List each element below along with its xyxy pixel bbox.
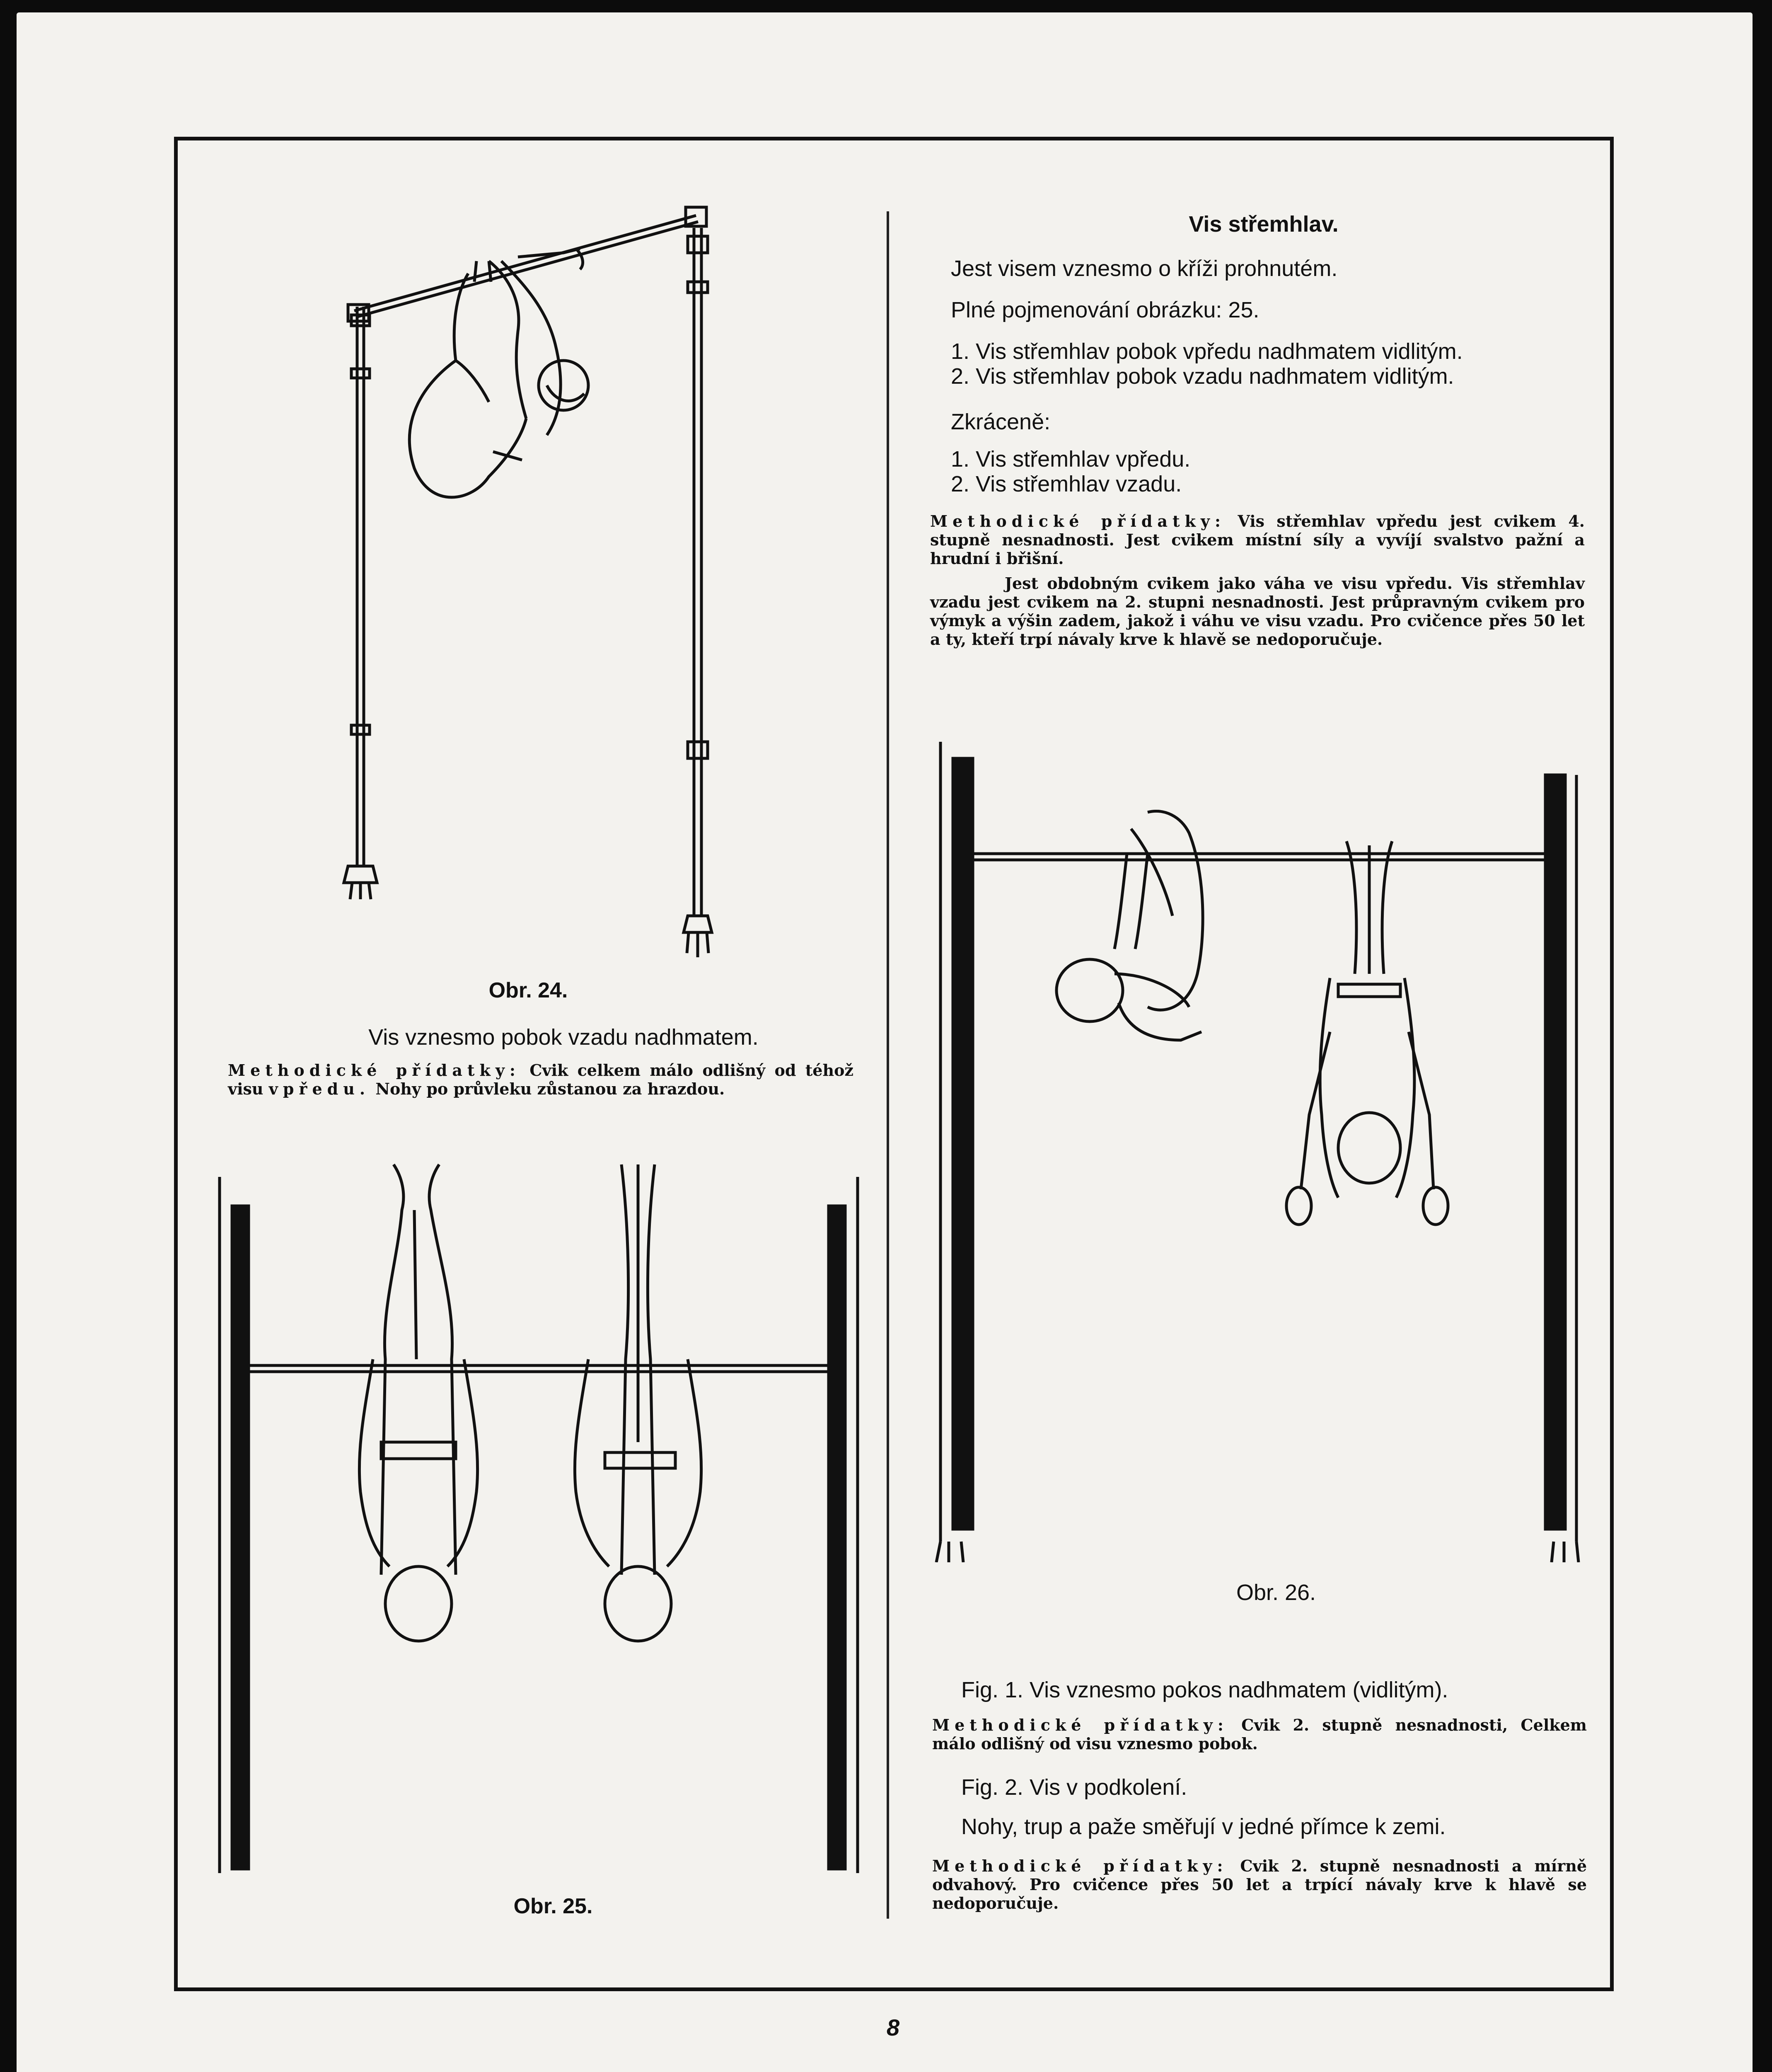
section-heading: Vis střemhlav. <box>1189 212 1339 237</box>
column-divider <box>887 211 889 1919</box>
note-text: Cvik 2. stupně nesnadnosti a mírně odvahový. Pro cvičence přes 50 let a trpící návaly krve k hlavě se nedoporučuje. <box>932 1857 1587 1912</box>
note-text: Cvik 2. stupně nesnadnosti, Celkem málo odlišný od visu vznesmo pobok. <box>932 1716 1587 1753</box>
full-name-line: Plné pojmenování obrázku: 25. <box>951 298 1259 322</box>
note-text: Vis střemhlav vpředu jest cvikem 4. stupně nesnadnosti. Jest cvikem místní síly a vyvíjí svalstvo pažní a hrudní i břišní. <box>930 512 1585 568</box>
fig-2-description: Nohy, trup a paže směřují v jedné přímce k zemi. <box>961 1814 1446 1839</box>
full-name-item-1: 1. Vis střemhlav pobok vpředu nadhmatem vidlitým. <box>951 339 1463 364</box>
page-number: 8 <box>887 2014 900 2041</box>
methodic-note-1 <box>228 1061 853 1098</box>
methodic-note-3: Jest obdobným cvikem jako váha ve visu vpředu. Vis střemhlav vzadu jest cvikem na 2. stupni nesnadnosti. Jest průpravným cvikem pro výmyk a výšin zadem, jakož i váhu ve visu vzadu. Pro cvičence přes 50 let a ty, kteří trpí návaly krve k hlavě se nedoporučuje. <box>930 574 1585 649</box>
figure-24-title: Vis vznesmo pobok vzadu nadhmatem. <box>368 1025 759 1050</box>
short-name-label: Zkráceně: <box>951 409 1051 434</box>
note-label: Methodické přídatky: <box>228 1061 520 1080</box>
short-name-item-1: 1. Vis střemhlav vpředu. <box>951 447 1191 472</box>
methodic-note-5 <box>932 1857 1587 1912</box>
note-spaced-word: vpředu. <box>268 1080 370 1098</box>
figure-26-caption: Obr. 26. <box>1236 1580 1316 1605</box>
intro-line: Jest visem vznesmo o kříži prohnutém. <box>951 256 1338 281</box>
full-name-item-2: 2. Vis střemhlav pobok vzadu nadhmatem vidlitým. <box>951 364 1454 389</box>
figure-26-illustration <box>932 742 1587 1562</box>
note-label: Methodické přídatky: <box>932 1857 1228 1875</box>
figure-24-illustration <box>331 186 737 982</box>
figure-25-caption: Obr. 25. <box>513 1894 593 1918</box>
fig-2-line: Fig. 2. Vis v podkolení. <box>961 1775 1187 1800</box>
note-text-rest: Nohy po průvleku zůstanou za hrazdou. <box>375 1080 725 1098</box>
note-label: Methodické přídatky: <box>932 1716 1228 1734</box>
methodic-note-4 <box>932 1716 1587 1753</box>
fig-1-line: Fig. 1. Vis vznesmo pokos nadhmatem (vidlitým). <box>961 1677 1448 1702</box>
figure-24-caption: Obr. 24. <box>488 978 568 1002</box>
figure-25-illustration <box>207 1152 870 1898</box>
short-name-item-2: 2. Vis střemhlav vzadu. <box>951 472 1182 496</box>
note-label: Methodické přídatky: <box>930 512 1226 530</box>
note-text: Cvik celkem málo odlišný od téhož visu <box>228 1061 854 1098</box>
methodic-note-2 <box>930 512 1585 568</box>
